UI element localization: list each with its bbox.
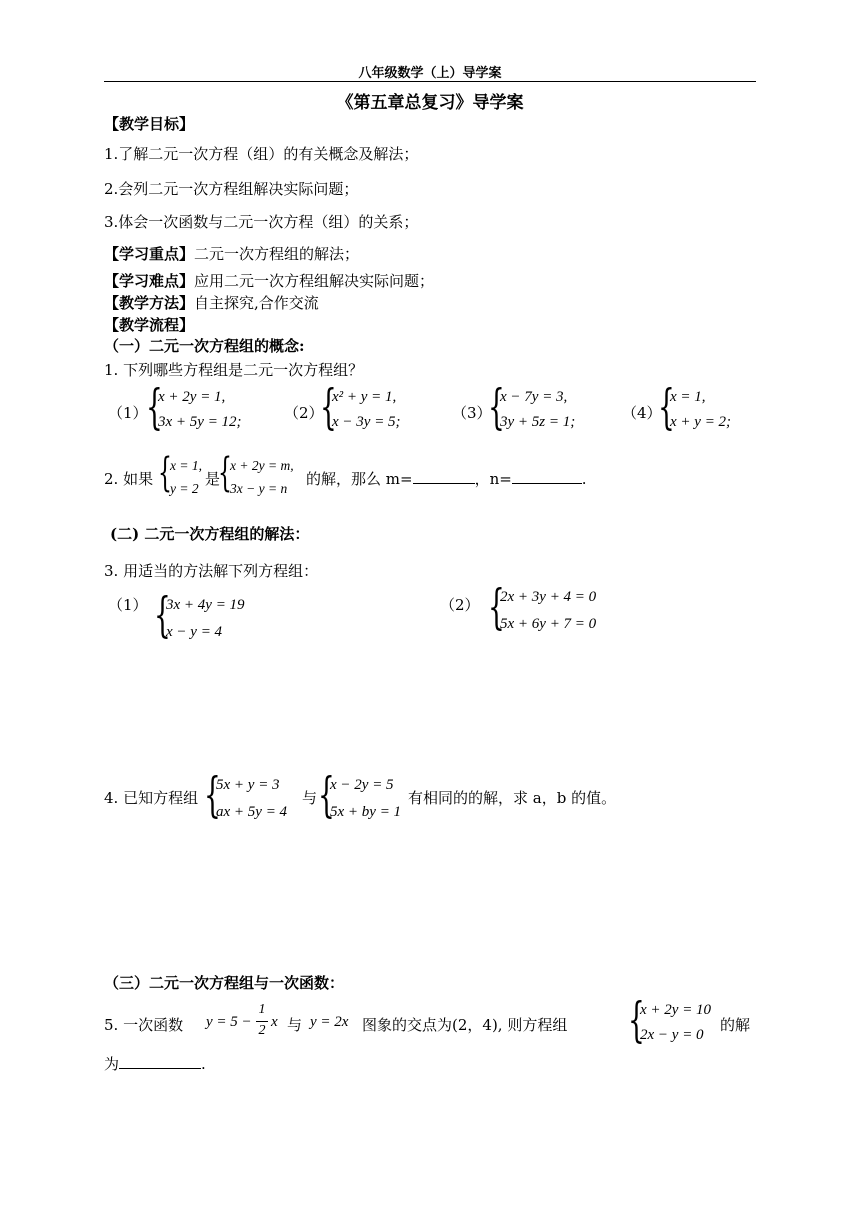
system-label: （2） — [284, 404, 324, 422]
page-header: 八年级数学（上）导学案 — [358, 66, 502, 81]
equation: x = 1, — [170, 458, 202, 473]
q2-suffix: 的解，那么 m= — [306, 470, 413, 488]
difficulty-label: 【学习难点】 — [104, 272, 195, 290]
equation: 5x + 6y + 7 = 0 — [500, 616, 597, 632]
equation: 3x + 4y = 19 — [166, 597, 245, 613]
goal-item: 2.会列二元一次方程组解决实际问题； — [104, 180, 359, 198]
method-line — [104, 292, 319, 313]
section2-heading: (二) 二元一次方程组的解法： — [110, 525, 310, 543]
q5-line2: 为 — [104, 1055, 120, 1073]
equation: x + 2y = 1, — [158, 389, 226, 405]
method-text: 自主探究,合作交流 — [194, 294, 319, 312]
q4-suffix: 有相同的的解，求 a，b 的值。 — [408, 789, 617, 807]
system-label: （3） — [452, 404, 492, 422]
q5-function1-x: x — [271, 1014, 278, 1030]
brace-icon: { — [320, 379, 337, 435]
answer-blank-n[interactable] — [512, 483, 582, 484]
q2-end: . — [581, 470, 587, 488]
system-label: （1） — [108, 596, 148, 614]
question-3: 3. 用适当的方法解下列方程组： — [104, 562, 319, 580]
q5-function1: y = 5 − — [206, 1014, 252, 1030]
equation: x + y = 2; — [670, 414, 732, 430]
method-label: 【教学方法】 — [104, 294, 195, 312]
q4-prefix: 4. 已知方程组 — [104, 789, 199, 807]
brace-icon: { — [488, 579, 505, 635]
answer-blank-m[interactable] — [413, 483, 475, 484]
equation: 2x − y = 0 — [640, 1027, 704, 1043]
equation: x = 1, — [670, 389, 706, 405]
equation: 2x + 3y + 4 = 0 — [500, 589, 597, 605]
fraction-numerator: 1 — [258, 1002, 266, 1017]
equation: 5x + by = 1 — [330, 804, 402, 820]
equation: x − y = 4 — [166, 624, 223, 640]
key-text: 二元一次方程组的解法； — [194, 245, 360, 263]
question-1: 1. 下列哪些方程组是二元一次方程组？ — [104, 361, 364, 379]
brace-icon: { — [146, 379, 163, 435]
q2-n: ，n= — [474, 470, 512, 488]
equation: 5x + y = 3 — [216, 777, 280, 793]
q2-prefix: 2. 如果 — [104, 470, 154, 488]
equation: 3x + 5y = 12; — [158, 414, 242, 430]
equation: x + 2y = 10 — [640, 1002, 712, 1018]
brace-icon: { — [488, 379, 505, 435]
brace-icon: { — [154, 587, 171, 643]
system-label: （2） — [440, 596, 480, 614]
equation: 3x − y = n — [230, 481, 288, 496]
brace-icon: { — [204, 767, 221, 823]
q2-answer-line — [306, 468, 587, 489]
q5-function2: y = 2x — [310, 1014, 349, 1030]
difficulty-line — [104, 270, 434, 291]
section3-heading: （三）二元一次方程组与一次函数： — [104, 974, 345, 992]
equation: y = 2 — [170, 481, 199, 496]
equation: x − 2y = 5 — [330, 777, 394, 793]
goal-item: 1.了解二元一次方程（组）的有关概念及解法； — [104, 145, 419, 163]
goals-heading: 【教学目标】 — [104, 115, 195, 133]
process-heading: 【教学流程】 — [104, 316, 195, 334]
fraction-denominator: 2 — [258, 1023, 266, 1038]
q5-prefix: 5. 一次函数 — [104, 1016, 184, 1034]
brace-icon: { — [318, 767, 335, 823]
q5-and: 与 — [287, 1016, 303, 1034]
section1-heading: （一）二元一次方程组的概念: — [104, 337, 305, 355]
brace-icon: { — [658, 379, 675, 435]
header-divider — [104, 81, 756, 82]
brace-icon: { — [158, 450, 172, 496]
key-point-line — [104, 243, 359, 264]
q4-mid: 与 — [302, 789, 318, 807]
q2-mid: 是 — [205, 470, 221, 488]
q5-suffix: 的解 — [720, 1016, 751, 1034]
equation: x − 3y = 5; — [332, 414, 401, 430]
brace-icon: { — [218, 450, 232, 496]
system-label: （4） — [622, 404, 662, 422]
system-label: （1） — [108, 404, 148, 422]
equation: 3y + 5z = 1; — [500, 414, 576, 430]
fraction-bar — [256, 1021, 268, 1022]
brace-icon: { — [628, 992, 645, 1048]
equation: x² + y = 1, — [332, 389, 397, 405]
equation: x + 2y = m, — [230, 458, 294, 473]
key-label: 【学习重点】 — [104, 245, 195, 263]
difficulty-text: 应用二元一次方程组解决实际问题； — [194, 272, 435, 290]
equation: ax + 5y = 4 — [216, 804, 288, 820]
goal-item: 3.体会一次函数与二元一次方程（组）的关系； — [104, 213, 419, 231]
q5-answer-line — [104, 1053, 206, 1074]
q5-end: . — [201, 1055, 206, 1073]
answer-blank-q5[interactable] — [119, 1068, 201, 1069]
equation: x − 7y = 3, — [500, 389, 568, 405]
q5-mid: 图象的交点为(2，4), 则方程组 — [362, 1016, 568, 1034]
page-title: 《第五章总复习》导学案 — [336, 93, 524, 113]
